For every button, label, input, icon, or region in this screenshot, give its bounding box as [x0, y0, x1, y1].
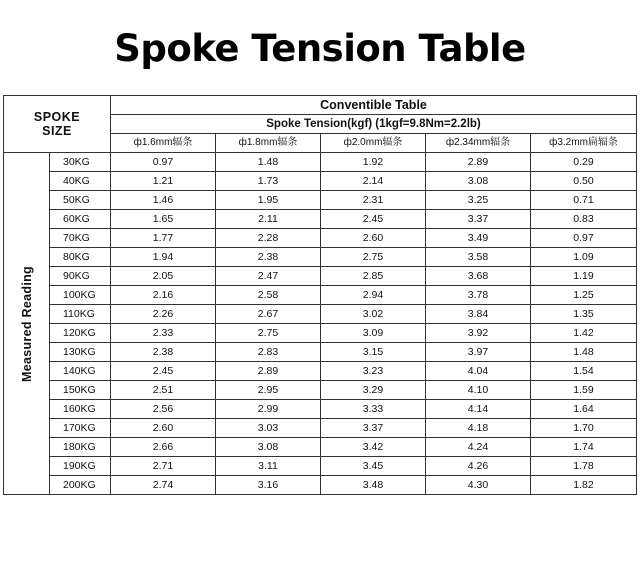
tension-value-cell: 3.68 — [426, 267, 531, 286]
tension-value-cell: 3.58 — [426, 248, 531, 267]
tension-value-cell: 1.59 — [531, 381, 637, 400]
tension-value-cell: 2.83 — [216, 343, 321, 362]
tension-value-cell: 2.38 — [216, 248, 321, 267]
reading-cell: 200KG — [50, 476, 111, 495]
tension-value-cell: 2.67 — [216, 305, 321, 324]
table-row — [4, 362, 637, 381]
reading-cell: 80KG — [50, 248, 111, 267]
tension-value-cell: 2.26 — [111, 305, 216, 324]
tension-value-cell: 2.74 — [111, 476, 216, 495]
column-header-1-8mm: ф1.8mm辐条 — [216, 134, 321, 153]
tension-value-cell: 2.66 — [111, 438, 216, 457]
tension-value-cell: 1.92 — [321, 153, 426, 172]
measured-reading-label-cell — [4, 153, 50, 495]
reading-cell: 160KG — [50, 400, 111, 419]
tension-value-cell: 2.56 — [111, 400, 216, 419]
tension-value-cell: 4.14 — [426, 400, 531, 419]
tension-value-cell: 2.71 — [111, 457, 216, 476]
tension-value-cell: 2.60 — [321, 229, 426, 248]
tension-value-cell: 1.78 — [531, 457, 637, 476]
tension-value-cell: 4.24 — [426, 438, 531, 457]
tension-value-cell: 1.95 — [216, 191, 321, 210]
table-row — [4, 286, 637, 305]
table-row — [4, 210, 637, 229]
tension-value-cell: 0.83 — [531, 210, 637, 229]
tension-value-cell: 1.70 — [531, 419, 637, 438]
tension-value-cell: 3.29 — [321, 381, 426, 400]
tension-value-cell: 0.50 — [531, 172, 637, 191]
table-body — [4, 153, 637, 495]
tension-value-cell: 3.15 — [321, 343, 426, 362]
tension-value-cell: 3.11 — [216, 457, 321, 476]
reading-cell: 30KG — [50, 153, 111, 172]
tension-value-cell: 1.09 — [531, 248, 637, 267]
tension-value-cell: 3.42 — [321, 438, 426, 457]
tension-value-cell: 2.45 — [111, 362, 216, 381]
tension-value-cell: 1.46 — [111, 191, 216, 210]
tension-value-cell: 2.58 — [216, 286, 321, 305]
tension-value-cell: 1.48 — [216, 153, 321, 172]
tension-value-cell: 2.47 — [216, 267, 321, 286]
measured-reading-label: Measured Reading — [19, 265, 34, 382]
tension-value-cell: 2.89 — [216, 362, 321, 381]
table-row — [4, 324, 637, 343]
tension-value-cell: 0.29 — [531, 153, 637, 172]
reading-cell: 110KG — [50, 305, 111, 324]
tension-value-cell: 3.08 — [216, 438, 321, 457]
column-header-1-6mm: ф1.6mm辐条 — [111, 134, 216, 153]
reading-cell: 120KG — [50, 324, 111, 343]
conventible-table-header: Conventible Table — [111, 96, 637, 115]
tension-value-cell: 4.30 — [426, 476, 531, 495]
spoke-size-line2: SIZE — [42, 124, 72, 138]
tension-value-cell: 3.02 — [321, 305, 426, 324]
reading-cell: 50KG — [50, 191, 111, 210]
tension-value-cell: 4.18 — [426, 419, 531, 438]
column-header-2-0mm: ф2.0mm辐条 — [321, 134, 426, 153]
reading-cell: 40KG — [50, 172, 111, 191]
tension-value-cell: 1.73 — [216, 172, 321, 191]
tension-value-cell: 3.25 — [426, 191, 531, 210]
tension-value-cell: 2.31 — [321, 191, 426, 210]
column-header-2-34mm: ф2.34mm辐条 — [426, 134, 531, 153]
reading-cell: 190KG — [50, 457, 111, 476]
tension-value-cell: 1.35 — [531, 305, 637, 324]
tension-value-cell: 3.08 — [426, 172, 531, 191]
tension-value-cell: 2.85 — [321, 267, 426, 286]
tension-value-cell: 1.48 — [531, 343, 637, 362]
tension-value-cell: 0.97 — [531, 229, 637, 248]
table-row — [4, 343, 637, 362]
table-row — [4, 419, 637, 438]
tension-value-cell: 2.45 — [321, 210, 426, 229]
reading-cell: 90KG — [50, 267, 111, 286]
reading-cell: 60KG — [50, 210, 111, 229]
tension-value-cell: 2.16 — [111, 286, 216, 305]
table-row — [4, 305, 637, 324]
tension-value-cell: 3.84 — [426, 305, 531, 324]
reading-cell: 180KG — [50, 438, 111, 457]
page-title: Spoke Tension Table — [114, 27, 526, 70]
tension-value-cell: 2.99 — [216, 400, 321, 419]
tension-value-cell: 3.37 — [321, 419, 426, 438]
tension-value-cell: 2.28 — [216, 229, 321, 248]
tension-value-cell: 0.97 — [111, 153, 216, 172]
spoke-size-line1: SPOKE — [33, 110, 81, 124]
table-row — [4, 457, 637, 476]
table-row — [4, 172, 637, 191]
tension-value-cell: 1.82 — [531, 476, 637, 495]
tension-value-cell: 4.26 — [426, 457, 531, 476]
tension-value-cell: 3.78 — [426, 286, 531, 305]
tension-value-cell: 2.94 — [321, 286, 426, 305]
tension-value-cell: 2.60 — [111, 419, 216, 438]
tension-value-cell: 2.33 — [111, 324, 216, 343]
spoke-size-header — [4, 96, 111, 153]
tension-unit-header: Spoke Tension(kgf) (1kgf=9.8Nm=2.2lb) — [111, 115, 637, 134]
tension-value-cell: 2.75 — [216, 324, 321, 343]
tension-value-cell: 1.65 — [111, 210, 216, 229]
tension-value-cell: 1.94 — [111, 248, 216, 267]
table-row — [4, 248, 637, 267]
tension-value-cell: 3.33 — [321, 400, 426, 419]
reading-cell: 100KG — [50, 286, 111, 305]
tension-value-cell: 2.51 — [111, 381, 216, 400]
tension-value-cell: 1.25 — [531, 286, 637, 305]
reading-cell: 170KG — [50, 419, 111, 438]
tension-value-cell: 2.95 — [216, 381, 321, 400]
tension-value-cell: 1.54 — [531, 362, 637, 381]
tension-value-cell: 2.11 — [216, 210, 321, 229]
tension-value-cell: 4.04 — [426, 362, 531, 381]
table-row — [4, 381, 637, 400]
table-row — [4, 438, 637, 457]
tension-value-cell: 1.42 — [531, 324, 637, 343]
tension-value-cell: 3.16 — [216, 476, 321, 495]
reading-cell: 130KG — [50, 343, 111, 362]
tension-value-cell: 3.97 — [426, 343, 531, 362]
table-row — [4, 267, 637, 286]
reading-cell: 150KG — [50, 381, 111, 400]
tension-value-cell: 2.75 — [321, 248, 426, 267]
tension-value-cell: 1.21 — [111, 172, 216, 191]
tension-value-cell: 1.19 — [531, 267, 637, 286]
reading-cell: 70KG — [50, 229, 111, 248]
tension-value-cell: 3.37 — [426, 210, 531, 229]
tension-value-cell: 4.10 — [426, 381, 531, 400]
tension-value-cell: 0.71 — [531, 191, 637, 210]
reading-cell: 140KG — [50, 362, 111, 381]
tension-value-cell: 2.38 — [111, 343, 216, 362]
tension-value-cell: 1.64 — [531, 400, 637, 419]
tension-value-cell: 3.09 — [321, 324, 426, 343]
tension-value-cell: 2.05 — [111, 267, 216, 286]
tension-value-cell: 3.92 — [426, 324, 531, 343]
tension-value-cell: 3.45 — [321, 457, 426, 476]
table-row — [4, 191, 637, 210]
tension-value-cell: 1.77 — [111, 229, 216, 248]
table-row — [4, 153, 637, 172]
table-row — [4, 229, 637, 248]
table-row — [4, 476, 637, 495]
tension-value-cell: 3.23 — [321, 362, 426, 381]
tension-value-cell: 1.74 — [531, 438, 637, 457]
spoke-tension-table — [3, 95, 637, 495]
tension-value-cell: 3.49 — [426, 229, 531, 248]
tension-value-cell: 2.14 — [321, 172, 426, 191]
tension-value-cell: 3.03 — [216, 419, 321, 438]
tension-value-cell: 2.89 — [426, 153, 531, 172]
table-row — [4, 400, 637, 419]
column-header-3-2mm-flat: ф3.2mm扁辐条 — [531, 134, 637, 153]
tension-value-cell: 3.48 — [321, 476, 426, 495]
